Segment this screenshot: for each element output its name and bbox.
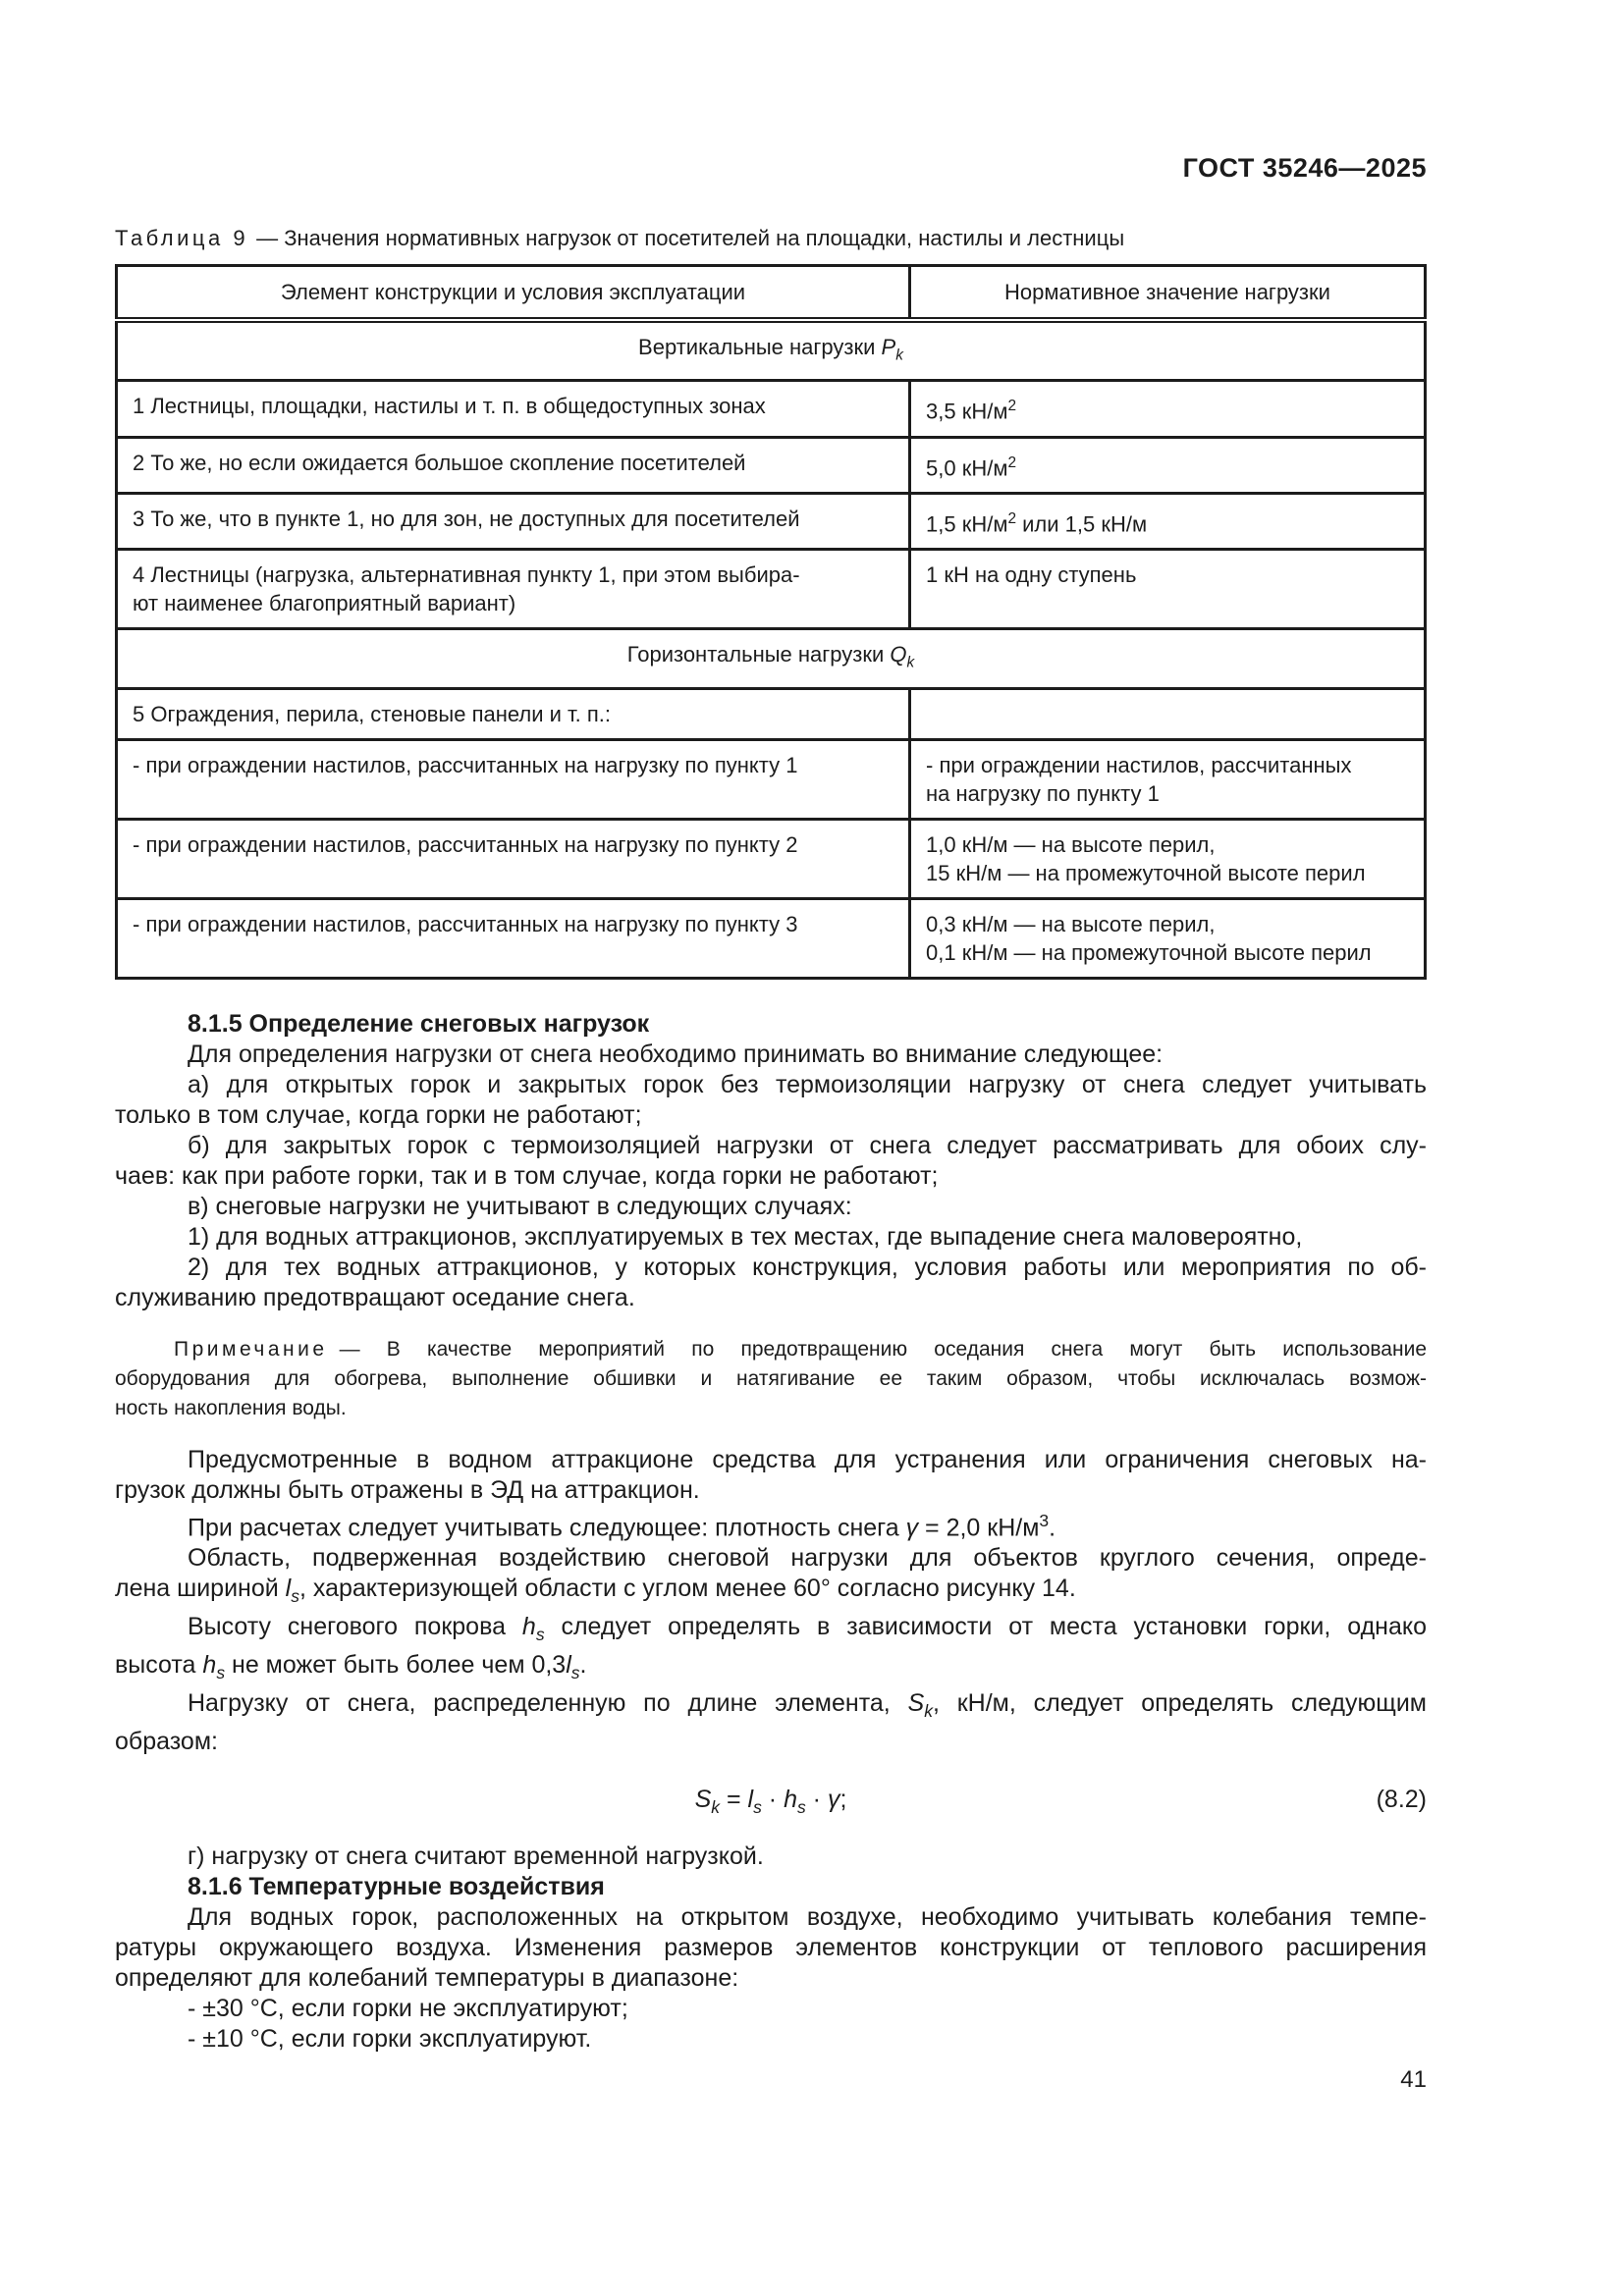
cell-line: 0,1 кН/м — на промежуточной высоте перил bbox=[926, 939, 1372, 965]
note-label: Примечание bbox=[174, 1337, 328, 1361]
paragraph bbox=[115, 1902, 1427, 1994]
paragraph bbox=[115, 1131, 1427, 1192]
text-line: высота $h_s$ не может быть более чем $0,3l_s$. bbox=[115, 1651, 587, 1683]
text-line: чаев: как при работе горки, так и в том случае, когда горки не работают; bbox=[115, 1161, 939, 1190]
paragraph bbox=[115, 1253, 1427, 1313]
text-line: Предусмотренные в водном аттракционе средства для устранения или ограничения снеговых на- bbox=[188, 1445, 1427, 1473]
text-line: - ±10 °С, если горки эксплуатируют. bbox=[188, 2025, 592, 2054]
table-cell-element bbox=[117, 739, 910, 819]
page-number: 41 bbox=[1400, 2066, 1427, 2093]
cell-line: 5,0 $кН/м^2$ bbox=[926, 454, 1017, 481]
table-section-label: Горизонтальные нагрузки $Q_k$ bbox=[117, 629, 1426, 688]
table-section-label: Вертикальные нагрузки $P_k$ bbox=[117, 320, 1426, 381]
cell-line: 5 Ограждения, перила, стеновые панели и т. п.: bbox=[133, 701, 612, 726]
table-section-row bbox=[117, 629, 1426, 688]
cell-line: 1,0 кН/м — на высоте перил, bbox=[926, 831, 1216, 857]
text-line: - ±30 °С, если горки не эксплуатируют; bbox=[188, 1995, 628, 2023]
text-line: Для определения нагрузки от снега необходимо принимать во внимание следующее: bbox=[188, 1040, 1164, 1068]
cell-line: 3,5 $кН/м^2$ bbox=[926, 398, 1017, 424]
table-caption-label: Таблица 9 bbox=[115, 226, 249, 250]
text-line: Для водных горок, расположенных на открытом воздухе, необходимо учитывать колебания темпе- bbox=[188, 1903, 1427, 1932]
text-line: определяют для колебаний температуры в диапазоне: bbox=[115, 1964, 739, 1993]
cell-line: ют наименее благоприятный вариант) bbox=[133, 591, 516, 616]
paragraph bbox=[115, 1612, 1427, 1688]
text-line: только в том случае, когда горки не работают; bbox=[115, 1100, 642, 1129]
text-line: г) нагрузку от снега считают временной нагрузкой. bbox=[188, 1842, 764, 1871]
loads-table bbox=[115, 264, 1427, 980]
cell-line: - при ограждении настилов, рассчитанных на нагрузку по пункту 3 bbox=[133, 911, 798, 936]
table-cell-value bbox=[910, 437, 1426, 493]
text-line: Область, подверженная воздействию снеговой нагрузки для объектов круглого сечения, опреде- bbox=[188, 1544, 1427, 1573]
text-line: грузок должны быть отражены в ЭД на аттракцион. bbox=[115, 1475, 700, 1504]
text-line: 2) для тех водных аттракционов, у которых конструкция, условия работы или мероприятия по об- bbox=[188, 1253, 1427, 1281]
text-line: Примечание — В качестве мероприятий по предотвращению оседания снега могут быть использование bbox=[174, 1337, 1427, 1361]
document-code: ГОСТ 35246—2025 bbox=[1182, 153, 1427, 183]
table-cell-value bbox=[910, 898, 1426, 978]
table-row bbox=[117, 437, 1426, 493]
section-heading: 8.1.5 Определение снеговых нагрузок bbox=[188, 1009, 650, 1038]
table-row bbox=[117, 739, 1426, 819]
table-row bbox=[117, 381, 1426, 437]
text-line: б) для закрытых горок с термоизоляцией нагрузки от снега следует рассматривать для обоих слу- bbox=[188, 1131, 1427, 1159]
text-line: в) снеговые нагрузки не учитывают в следующих случаях: bbox=[188, 1192, 852, 1220]
table-cell-element bbox=[117, 494, 910, 550]
paragraph bbox=[115, 1543, 1427, 1612]
equation-row bbox=[115, 1782, 1427, 1817]
table-cell-value bbox=[910, 381, 1426, 437]
table-header-row bbox=[117, 266, 1426, 321]
table-cell-value bbox=[910, 688, 1426, 739]
cell-line: 3 То же, что в пункте 1, но для зон, не доступных для посетителей bbox=[133, 507, 800, 532]
table-cell-value bbox=[910, 550, 1426, 629]
table-cell-value bbox=[910, 739, 1426, 819]
section-heading: 8.1.6 Температурные воздействия bbox=[188, 1873, 605, 1901]
cell-line: 4 Лестницы (нагрузка, альтернативная пункту 1, при этом выбира- bbox=[133, 562, 800, 588]
paragraph bbox=[115, 1040, 1427, 1070]
table-cell-element bbox=[117, 550, 910, 629]
cell-line: 0,3 кН/м — на высоте перил, bbox=[926, 911, 1216, 936]
text-line: оборудования для обогрева, выполнение обшивки и натягивание ее таким образом, чтобы исключалась возмож- bbox=[115, 1366, 1427, 1390]
table-cell-value bbox=[910, 819, 1426, 898]
table-cell-element bbox=[117, 819, 910, 898]
table-row bbox=[117, 688, 1426, 739]
column-header-element: Элемент конструкции и условия эксплуатации bbox=[117, 266, 910, 321]
cell-line: 1 кН на одну ступень bbox=[926, 562, 1137, 588]
paragraph bbox=[115, 1994, 1427, 2024]
table-row bbox=[117, 819, 1426, 898]
text-line: образом: bbox=[115, 1728, 218, 1756]
cell-line: 1,5 $кН/м^2$ или 1,5 кН/м bbox=[926, 510, 1148, 537]
text-line: а) для открытых горок и закрытых горок без термоизоляции нагрузку от снега следует учитывать bbox=[188, 1070, 1427, 1098]
cell-line: на нагрузку по пункту 1 bbox=[926, 780, 1160, 806]
text-line: При расчетах следует учитывать следующее: плотность снега γ = 2,0 $кН/м^3$. bbox=[188, 1510, 1056, 1542]
text-line: ность накопления воды. bbox=[115, 1396, 347, 1419]
table-cell-element bbox=[117, 381, 910, 437]
table-row bbox=[117, 550, 1426, 629]
table-cell-element bbox=[117, 898, 910, 978]
table-row bbox=[117, 898, 1426, 978]
equation-number: (8.2) bbox=[1376, 1786, 1427, 1814]
table-cell-element bbox=[117, 437, 910, 493]
paragraph bbox=[115, 1842, 1427, 1872]
text-line: ратуры окружающего воздуха. Изменения размеров элементов конструкции от теплового расширения bbox=[115, 1934, 1427, 1962]
table-cell-element bbox=[117, 688, 910, 739]
equation: $S_k = l_s \cdot h_s \cdot \gamma$; bbox=[694, 1786, 847, 1818]
cell-line: - при ограждении настилов, рассчитанных bbox=[926, 752, 1352, 777]
paragraph bbox=[115, 1688, 1427, 1757]
cell-line: 2 То же, но если ожидается большое скопление посетителей bbox=[133, 450, 746, 475]
cell-line: - при ограждении настилов, рассчитанных на нагрузку по пункту 2 bbox=[133, 831, 798, 857]
text-line: Высоту снегового покрова $h_s$ следует определять в зависимости от места установки горки, однако bbox=[188, 1613, 1428, 1645]
page-content bbox=[115, 0, 1427, 2055]
paragraph bbox=[115, 1070, 1427, 1131]
paragraph bbox=[115, 1192, 1427, 1222]
text-line: 1) для водных аттракционов, эксплуатируемых в тех местах, где выпадение снега маловероятно, bbox=[188, 1222, 1303, 1251]
paragraph bbox=[115, 1506, 1427, 1543]
body-text bbox=[115, 1009, 1427, 2055]
table-cell-value bbox=[910, 494, 1426, 550]
cell-line: 15 кН/м — на промежуточной высоте перил bbox=[926, 860, 1366, 885]
note bbox=[115, 1335, 1427, 1423]
text-line: Нагрузку от снега, распределенную по длине элемента, $S_k$, кН/м, следует определять следующим bbox=[188, 1689, 1427, 1722]
paragraph bbox=[115, 1222, 1427, 1253]
text-line: служиванию предотвращают оседание снега. bbox=[115, 1283, 635, 1311]
table-row bbox=[117, 494, 1426, 550]
table-caption-text: — Значения нормативных нагрузок от посетителей на площадки, настилы и лестницы bbox=[256, 226, 1125, 250]
column-header-value: Нормативное значение нагрузки bbox=[910, 266, 1426, 321]
cell-line: - при ограждении настилов, рассчитанных на нагрузку по пункту 1 bbox=[133, 752, 798, 777]
cell-line: 1 Лестницы, площадки, настилы и т. п. в общедоступных зонах bbox=[133, 394, 766, 419]
text-line: лена шириной $l_s$, характеризующей области с углом менее 60° согласно рисунку 14. bbox=[115, 1575, 1076, 1607]
table-caption bbox=[115, 225, 1427, 252]
paragraph bbox=[115, 1445, 1427, 1506]
table-section-row bbox=[117, 320, 1426, 381]
paragraph bbox=[115, 2024, 1427, 2055]
